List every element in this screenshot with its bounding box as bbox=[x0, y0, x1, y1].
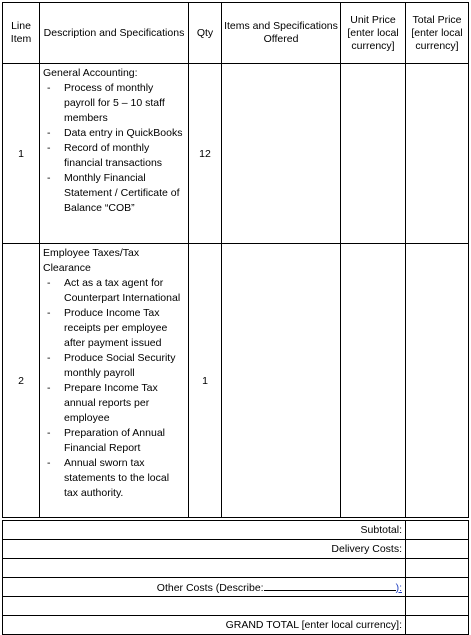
list-item: - Act as a tax agent for Counterpart International bbox=[43, 276, 184, 306]
qty-cell: 12 bbox=[189, 64, 222, 244]
list-item: - Produce Income Tax receipts per employee after payment issued bbox=[43, 306, 184, 351]
total-price-cell[interactable] bbox=[406, 64, 469, 244]
table-header-row bbox=[3, 3, 469, 64]
unit-price-cell[interactable] bbox=[341, 244, 406, 518]
spacer-row bbox=[3, 559, 469, 578]
list-item: - Produce Social Security monthly payroll bbox=[43, 351, 184, 381]
other-costs-prefix: Other Costs (Describe: bbox=[156, 581, 264, 594]
header-items-offered: Items and Specifications Offered bbox=[222, 3, 341, 64]
other-costs-describe-field[interactable] bbox=[264, 581, 396, 591]
description-title: Employee Taxes/Tax Clearance bbox=[43, 247, 140, 274]
list-item: - Monthly Financial Statement / Certificate of Balance “COB” bbox=[43, 171, 184, 216]
table-row bbox=[3, 244, 469, 518]
qty-cell: 1 bbox=[189, 244, 222, 518]
header-line-item: Line Item bbox=[3, 3, 40, 64]
list-item: - Record of monthly financial transactions bbox=[43, 141, 184, 171]
description-cell bbox=[40, 64, 189, 244]
line-item-number: 1 bbox=[3, 64, 40, 244]
price-schedule-table bbox=[2, 2, 469, 518]
description-title: General Accounting: bbox=[43, 67, 138, 79]
other-costs-suffix: ): bbox=[395, 581, 402, 594]
list-item: - Prepare Income Tax annual reports per employee bbox=[43, 381, 184, 426]
delivery-label: Delivery Costs: bbox=[3, 540, 406, 559]
list-item: - Process of monthly payroll for 5 – 10 staff members bbox=[43, 81, 184, 126]
price-schedule bbox=[2, 2, 468, 635]
delivery-row bbox=[3, 540, 469, 559]
list-item: - Preparation of Annual Financial Report bbox=[43, 426, 184, 456]
description-list bbox=[43, 276, 184, 501]
header-unit-price: Unit Price [enter local currency] bbox=[341, 3, 406, 64]
header-qty: Qty bbox=[189, 3, 222, 64]
unit-price-cell[interactable] bbox=[341, 64, 406, 244]
total-price-cell[interactable] bbox=[406, 244, 469, 518]
description-cell bbox=[40, 244, 189, 518]
grand-total-value-cell[interactable] bbox=[406, 616, 469, 635]
header-description: Description and Specifications bbox=[40, 3, 189, 64]
grand-total-row bbox=[3, 616, 469, 635]
grand-total-label: GRAND TOTAL [enter local currency]: bbox=[3, 616, 406, 635]
items-offered-cell[interactable] bbox=[222, 244, 341, 518]
list-item: - Annual sworn tax statements to the local tax authority. bbox=[43, 456, 184, 501]
header-total-price: Total Price [enter local currency] bbox=[406, 3, 469, 64]
subtotal-row bbox=[3, 521, 469, 540]
items-offered-cell[interactable] bbox=[222, 64, 341, 244]
subtotal-value-cell[interactable] bbox=[406, 521, 469, 540]
subtotal-label: Subtotal: bbox=[3, 521, 406, 540]
list-item: - Data entry in QuickBooks bbox=[43, 126, 184, 141]
description-list bbox=[43, 81, 184, 216]
line-item-number: 2 bbox=[3, 244, 40, 518]
spacer-row bbox=[3, 597, 469, 616]
totals-table bbox=[2, 520, 469, 635]
table-row bbox=[3, 64, 469, 244]
delivery-value-cell[interactable] bbox=[406, 540, 469, 559]
